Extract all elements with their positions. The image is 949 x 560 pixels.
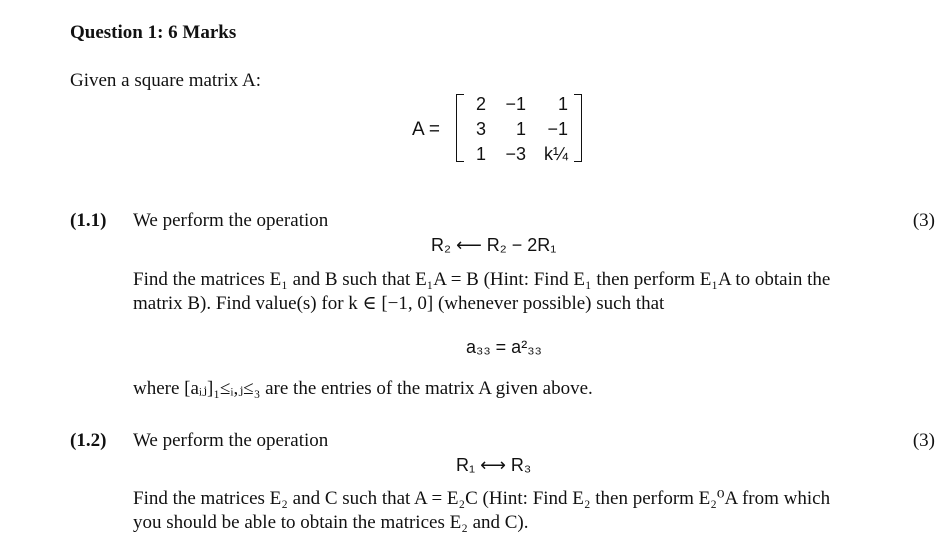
matrix-cell: 1 (557, 94, 568, 114)
part1-equation: a₃₃ = a²₃₃ (466, 337, 542, 357)
matrix-cell: k¼ (543, 144, 568, 164)
part1-where: where [aᵢⱼ]₁≤ᵢ,ⱼ≤₃ are the entries of the matrix A given above. (133, 378, 593, 399)
matrix-label: A = (412, 119, 440, 140)
part2-lead: We perform the operation (133, 430, 329, 451)
matrix-right-bracket (574, 94, 582, 162)
part1-marks: (3) (912, 210, 935, 231)
matrix-cell: −3 (505, 144, 526, 164)
matrix-cell: −1 (505, 94, 526, 114)
matrix-cell: 3 (475, 119, 486, 139)
part1-operation: R₂ ⟵ R₂ − 2R₁ (431, 235, 557, 255)
part2-text1: Find the matrices E₂ and C such that A = E₂C (Hint: Find E₂ then perform E₂⁰A from which (133, 488, 831, 509)
part1-text2: matrix B). Find value(s) for k ∈ [−1, 0] (whenever possible) such that (133, 293, 665, 314)
part1-lead: We perform the operation (133, 210, 329, 231)
part2-marks: (3) (912, 430, 935, 451)
matrix-cell: 2 (475, 94, 486, 114)
part2-number: (1.2) (70, 430, 107, 451)
part1-text1: Find the matrices E₁ and B such that E₁A = B (Hint: Find E₁ then perform E₁A to obtain the (133, 269, 831, 290)
part2-operation: R₁ ⟷ R₃ (456, 455, 532, 475)
question-intro: Given a square matrix A: (70, 70, 262, 91)
matrix-cell: −1 (547, 119, 568, 139)
question-title: Question 1: 6 Marks (70, 22, 237, 43)
matrix-cell: 1 (475, 144, 486, 164)
part2-text2: you should be able to obtain the matrices E₂ and C). (133, 512, 529, 533)
part1-number: (1.1) (70, 210, 107, 231)
matrix-cell: 1 (515, 119, 526, 139)
